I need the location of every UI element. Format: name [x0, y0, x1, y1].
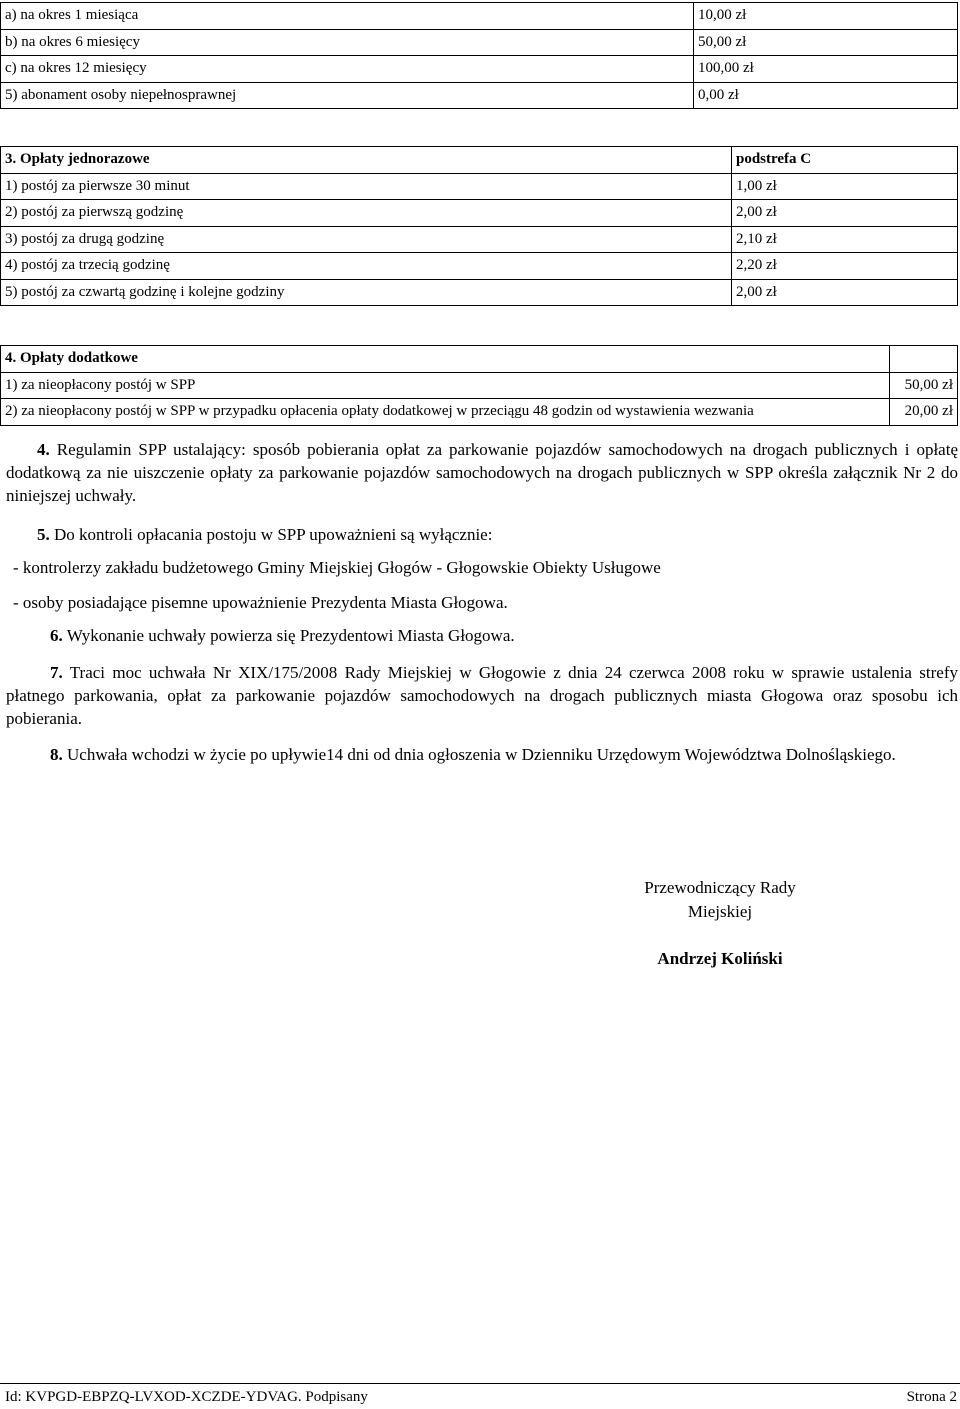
signatory-title: Miejskiej	[687, 902, 753, 921]
row-value: 2,00 zł	[732, 200, 958, 227]
row-label: c) na okres 12 miesięcy	[1, 56, 694, 83]
bullet-item: - osoby posiadające pisemne upoważnienie Prezydenta Miasta Głogowa.	[13, 593, 508, 612]
row-value: 50,00 zł	[890, 372, 958, 399]
paragraph-text: Uchwała wchodzi w życie po upływie14 dni od dnia ogłoszenia w Dzienniku Urzędowym Województwa Dolnośląskiego.	[67, 745, 896, 764]
paragraph-number: 8.	[50, 745, 63, 764]
table-row	[1, 29, 958, 56]
signature-block	[600, 876, 840, 971]
row-label: 4) postój za trzecią godzinę	[1, 253, 732, 280]
table-row	[1, 372, 958, 399]
table-header-row	[1, 147, 958, 174]
signatory-title: Przewodniczący Rady	[644, 878, 796, 897]
row-value: 2,00 zł	[732, 279, 958, 306]
paragraph-6	[50, 624, 957, 647]
zone-header: podstrefa C	[732, 147, 958, 174]
one-time-fees-table	[0, 146, 958, 306]
bullet-item: - kontrolerzy zakładu budżetowego Gminy Miejskiej Głogów - Głogowskie Obiekty Usługowe	[13, 558, 661, 577]
row-label: b) na okres 6 miesięcy	[1, 29, 694, 56]
row-label: 2) za nieopłacony postój w SPP w przypadku opłacenia opłaty dodatkowej w przeciągu 48 godzin od wystawienia wezwania	[1, 399, 890, 426]
table-row	[1, 56, 958, 83]
paragraph-text: Traci moc uchwała Nr XIX/175/2008 Rady Miejskiej w Głogowie z dnia 24 czerwca 2008 roku w sprawie ustalenia strefy płatnego parkowania, opłat za parkowanie pojazdów samochodowych na drogach publicznych miasta Głogowa oraz sposobu ich pobierania.	[6, 663, 958, 728]
table-row	[1, 82, 958, 109]
table-row	[1, 3, 958, 30]
row-label: 1) za nieopłacony postój w SPP	[1, 372, 890, 399]
row-label: 5) postój za czwartą godzinę i kolejne godziny	[1, 279, 732, 306]
row-label: a) na okres 1 miesiąca	[1, 3, 694, 30]
table-row	[1, 226, 958, 253]
footer-rule	[0, 1383, 960, 1384]
paragraph-8	[6, 743, 958, 766]
row-label: 5) abonament osoby niepełnosprawnej	[1, 82, 694, 109]
paragraph-number: 4.	[37, 440, 50, 459]
table-row	[1, 173, 958, 200]
table-header-row	[1, 346, 958, 373]
row-label: 3) postój za drugą godzinę	[1, 226, 732, 253]
paragraph-text: Regulamin SPP ustalający: sposób pobierania opłat za parkowanie pojazdów samochodowych na drogach publicznych i opłatę dodatkową za nie uiszczenie opłaty za parkowanie pojazdów samochodowych na drogach publicznych w SPP określa załącznik Nr 2 do niniejszej uchwały.	[6, 440, 958, 505]
row-label: 1) postój za pierwsze 30 minut	[1, 173, 732, 200]
table-row	[1, 279, 958, 306]
row-label: 2) postój za pierwszą godzinę	[1, 200, 732, 227]
row-value: 0,00 zł	[694, 82, 958, 109]
paragraph-4	[6, 438, 958, 507]
document-id: Id: KVPGD-EBPZQ-LVXOD-XCZDE-YDVAG. Podpisany	[5, 1389, 368, 1405]
paragraph-number: 5.	[37, 525, 50, 544]
row-value: 1,00 zł	[732, 173, 958, 200]
paragraph-5	[37, 523, 957, 546]
table-row	[1, 253, 958, 280]
row-value: 10,00 zł	[694, 3, 958, 30]
page-number: Strona 2	[906, 1389, 957, 1405]
paragraph-text: Do kontroli opłacania postoju w SPP upoważnieni są wyłącznie:	[54, 525, 493, 544]
section-header: 4. Opłaty dodatkowe	[1, 346, 890, 373]
section-header: 3. Opłaty jednorazowe	[1, 147, 732, 174]
row-value: 50,00 zł	[694, 29, 958, 56]
table-row	[1, 399, 958, 426]
additional-fees-table	[0, 345, 958, 426]
signatory-name: Andrzej Koliński	[657, 949, 783, 968]
paragraph-7	[6, 661, 958, 730]
row-value: 20,00 zł	[890, 399, 958, 426]
paragraph-text: Wykonanie uchwały powierza się Prezydentowi Miasta Głogowa.	[66, 626, 515, 645]
row-value: 2,20 zł	[732, 253, 958, 280]
subscription-fees-table	[0, 2, 958, 109]
paragraph-number: 6.	[50, 626, 63, 645]
paragraph-number: 7.	[50, 663, 63, 682]
row-value: 100,00 zł	[694, 56, 958, 83]
table-row	[1, 200, 958, 227]
empty-cell	[890, 346, 958, 373]
row-value: 2,10 zł	[732, 226, 958, 253]
